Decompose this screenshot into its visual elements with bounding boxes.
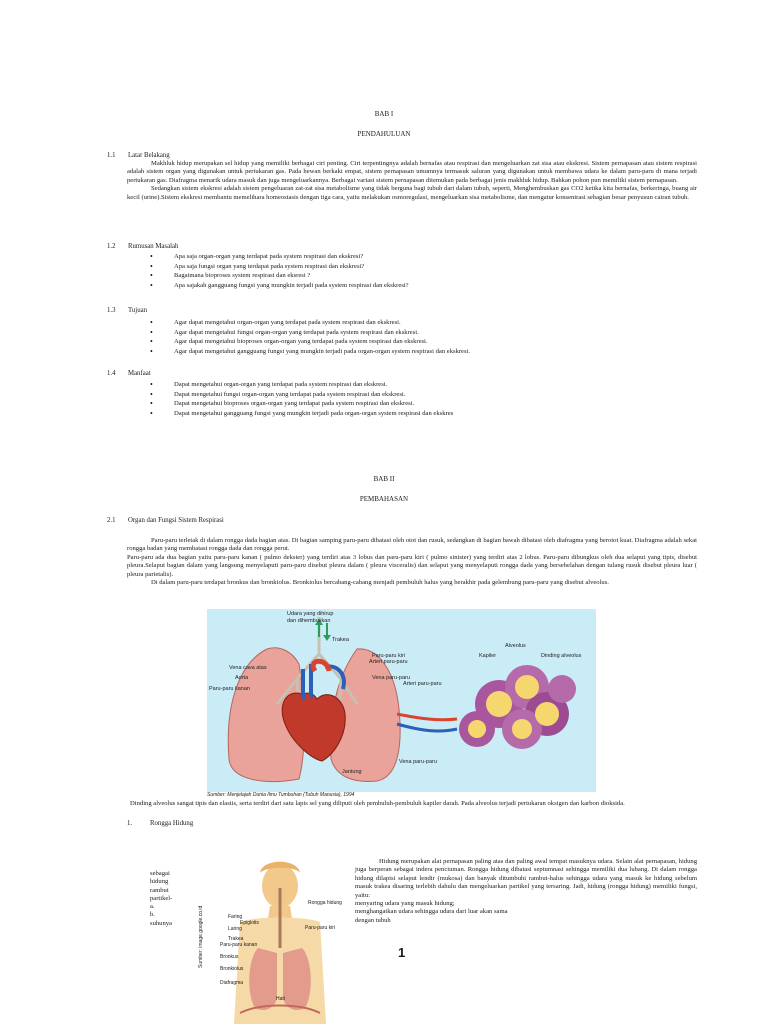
list-item: • Agar dapat mengetahui bioproses organ-organ yang terdapat pada system respirasi dan ekskresi. xyxy=(150,337,428,347)
figure-label: Vena cava atas xyxy=(229,665,267,671)
figure-label: Dinding alveolus xyxy=(541,653,582,659)
figure-label: Arteri paru-paru xyxy=(403,681,442,687)
section-title: Manfaat xyxy=(128,370,151,377)
list-item: • Dapat mengetahui gangguang fungsi yang mungkin terjadi pada organ-organ system respirasi dan ekskres xyxy=(150,408,454,418)
page-number: 1 xyxy=(398,945,406,960)
bullet-icon: • xyxy=(150,399,153,409)
list-item: • Apa sajakah gangguang fungsi yang mungkin terjadi pada system respirasi dan ekskresi? xyxy=(150,280,409,290)
figure-label: Paru-paru kanan xyxy=(209,686,250,692)
figure-label: Aorta xyxy=(235,675,249,681)
section-1-1-body xyxy=(127,160,697,202)
figure-label: Faring xyxy=(228,914,243,920)
figure-caption: Sumber: Menjelajah Dunia Ilmu Tumbuhan (Tubuh Manusia), 1994 xyxy=(207,792,355,798)
figure-label: Alveolus xyxy=(505,643,526,649)
list-item: • Agar dapat mengetahui organ-organ yang terdapat pada system respirasi dan ekskresi. xyxy=(150,318,401,327)
subsection-number: 1. xyxy=(127,820,133,827)
paragraph: Paru-paru ada dua bagian yaitu paru-paru kanan ( pulmo dekster) yang terdiri atas 3 lobus dan paru-paru kiri ( pulmo sinister) yang terdiri atas 2 lobus. Paru-paru dibungkus oleh dua selaput yang tipis, disebut pleura.Selaput bagian dalam yang langsung menyelaputi paru-paru disebut pleura dalam ( pleura visceralis) dan selaput yang menyelaputi rongga dada yang bersebelahan dengan tulang rusuk disebut pleura luar ( pleura parietalis). xyxy=(127,553,697,578)
figure-label: Paru-paru kanan xyxy=(220,942,258,948)
figure-label: Paru-paru kiri xyxy=(305,925,336,931)
list-item: • Apa saja fungsi organ yang terdapat pada system respirasi dan ekskresi? xyxy=(150,261,365,271)
bullet-icon: • xyxy=(150,327,153,337)
figure-label: Vena paru-paru xyxy=(399,759,437,765)
section-2-1-body xyxy=(127,537,697,587)
chapter-1-subtitle: PENDAHULUAN xyxy=(357,130,411,138)
section-number: 1.2 xyxy=(107,243,116,250)
section-number: 1.1 xyxy=(107,152,116,159)
figure-label: Udara yang dihirup xyxy=(287,611,334,617)
paragraph: Dinding alveolus sangat tipis dan elastis, serta terdiri dari satu lapis sel yang diliputi oleh pembuluh-pembuluh kapiler darah. Pada alveolus terjadi pertukaran oksigen dan karbon dioksida. xyxy=(130,800,625,807)
left-column-text: sebagai hidung rambut partikel- a. b. suhunya xyxy=(150,870,173,927)
list-item: • Agar dapat mengetahui fungsi organ-organ yang terdapat pada system respirasi dan ekskresi. xyxy=(150,327,419,337)
figure-label: Hati xyxy=(276,996,285,1002)
bullet-list xyxy=(150,252,409,290)
chapter-1-title: BAB I xyxy=(374,110,394,118)
bullet-list xyxy=(150,318,470,356)
chapter-2-title: BAB II xyxy=(373,475,395,483)
list-item: • Apa saja organ-organ yang terdapat pada system respirasi dan ekskresi? xyxy=(150,252,364,261)
section-title: Rumusan Masalah xyxy=(128,243,179,250)
figure-label: Trakea xyxy=(228,936,244,942)
figure-label: Epiglotis xyxy=(240,920,259,926)
figure-label: Bronkiolus xyxy=(220,966,244,972)
figure-label: Laring xyxy=(228,926,242,932)
figure-label: Rongga hidung xyxy=(308,900,342,906)
paragraph: Di dalam paru-paru terdapat bronkus dan bronkiolus. Bronkiolus bercabang-cabang menjadi pembuluh halus yang berakhir pada gelembung paru-paru yang disebut alveolus. xyxy=(151,579,609,587)
bullet-icon: • xyxy=(150,337,153,347)
bullet-icon: • xyxy=(150,252,153,261)
list-item: • Bagaimana bioproses system respirasi dan eksresi ? xyxy=(150,271,311,281)
nose-paragraph: Hidung merupakan alat pernapasan paling atas dan paling awal tempat masuknya udara. Selain alat pernapasan, hidung juga berperan sebagai indera penciuman. Rongga hidung dibatasi septumnasi sehingga memiliki dua lubang. Di dalam rongga hidung dilapisi selaput lendir (mukosa) dan banyak ditumbuhi rambut-halus sehingga udara yang masuk ke hidung sebelum masuk trakea disaring terlebih dahulu dan mengeluarkan partikel yang tersaring. Jadi, hidung (rongga hidung) memiliki fungsi, yaitu: menyaring udara yang masuk hidung; menghangatkan udara sehingga udara dari luar akan sama dengan tubuh xyxy=(355,858,697,924)
figure-label: Vena paru-paru xyxy=(372,675,410,681)
figure-label: Kapiler xyxy=(479,653,497,659)
subsection-title: Rongga Hidung xyxy=(150,820,194,827)
bullet-icon: • xyxy=(150,261,153,271)
respiratory-body-figure xyxy=(200,858,340,1024)
figure-label: Paru-paru kiri xyxy=(372,653,406,659)
chapter-2-subtitle: PEMBAHASAN xyxy=(359,495,409,503)
section-number: 1.3 xyxy=(107,307,116,314)
section-title: Organ dan Fungsi Sistem Respirasi xyxy=(128,517,224,524)
figure-label: Trakea xyxy=(332,637,349,643)
bullet-icon: • xyxy=(150,408,153,418)
bullet-icon: • xyxy=(150,271,153,281)
list-item: • Dapat mengetahui organ-organ yang terdapat pada system respirasi dan ekskresi. xyxy=(150,380,388,389)
section-title: Latar Belakang xyxy=(128,152,170,159)
bullet-icon: • xyxy=(150,380,153,389)
bullet-icon: • xyxy=(150,346,153,356)
figure-label: Bronkus xyxy=(220,954,239,960)
list-item: • Dapat mengetahui fungsi organ-organ yang terdapat pada system respirasi dan ekskresi. xyxy=(150,389,406,399)
section-title: Tujuan xyxy=(128,307,148,314)
figure-label: Diafragma xyxy=(220,980,244,986)
figure-label: Jantung xyxy=(342,769,362,775)
figure-label: Arteri paru-paru xyxy=(369,659,408,665)
respiratory-system-figure xyxy=(207,609,596,792)
bullet-list xyxy=(150,380,453,418)
bullet-icon: • xyxy=(150,280,153,290)
human-torso-illustration xyxy=(200,858,340,1024)
figure-label: dan dihembuskan xyxy=(287,618,331,624)
paragraph: Paru-paru terletak di dalam rongga dada bagian atas. Di bagian samping paru-paru dibatasi oleh otot dan rusuk, sedangkan di bagian bawah dibatasi oleh diafragma yang berotot kuat. Diafragma adalah sekat rongga badan yang membatasi rongga dada dan rongga perut. xyxy=(127,537,697,553)
section-number: 1.4 xyxy=(107,370,116,377)
side-caption: Sumber: image.google.co.id xyxy=(198,905,204,968)
bullet-icon: • xyxy=(150,318,153,327)
list-item: • Dapat mengetahui bioproses organ-organ yang terdapat pada system respirasi dan ekskresi. xyxy=(150,399,415,409)
list-item: • Agar dapat mengetahui gangguang fungsi yang mungkin terjadi pada organ-organ system respirasi dan ekskresi. xyxy=(150,346,471,356)
paragraph: Sedangkan sistem ekskresi adalah sistem pengeluaran zat-zat sisa metabolisme yang tidak berguna bagi tubuh dari dalam tubuh, seperti, Menghembuskan gas CO2 ketika kita bernafas, berkeringa, buang air kecil (urine).Sistem ekskresi membantu memelihara homeostasis dengan tiga cara, yaitu melakukan osmoregulasi, mengeluarkan sisa metabolisme, dan mengatur konsentrasi sebagian besar penyusun cairan tubuh. xyxy=(127,185,697,201)
paragraph: Makhluk hidup merupakan sel hidup yang memiliki berbagai ciri penting. Ciri terpentingnya adalah bernafas atau respirasi dan mengeluarkan zat sisa atau ekskresi. Sistem pernapasan atau sistem respirasi adalah sistem organ yang digunakan untuk pertukaran gas. Pada hewan berkaki empat, sistem pernapasan umumnya termasuk saluran yang digunakan untuk membawa udara ke dalam paru-paru di mana terjadi pertukaran gas. Diafragma menarik udara masuk dan juga mengeluarkannya. Berbagai variasi sistem pernapasan ditemukan pada berbagai jenis makhluk hidup. Bahkan pohon pun memiliki sistem pernapasan. xyxy=(127,160,697,184)
bullet-icon: • xyxy=(150,389,153,399)
section-number: 2.1 xyxy=(107,517,116,524)
